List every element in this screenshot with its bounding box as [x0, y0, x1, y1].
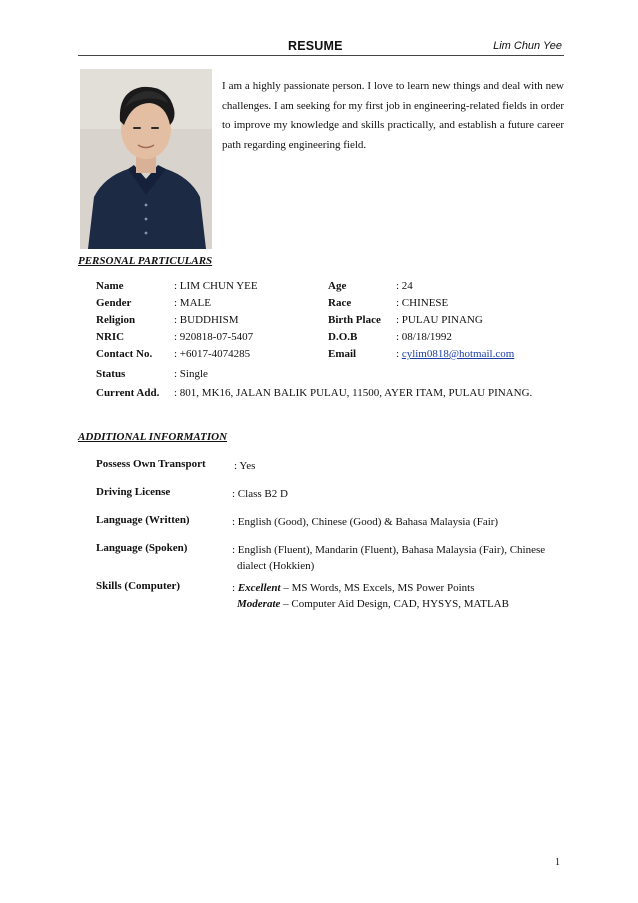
field-value: : CHINESE: [396, 297, 449, 309]
objective-statement: I am a highly passionate person. I love to learn new things and deal with new challenges. I am seeking for my first job in engineering-related fields in order to improve my knowledge and skills practically, and establish a future career path regarding engineering field.: [222, 80, 564, 151]
field-value: : 08/18/1992: [396, 331, 452, 343]
skill-level-label: Moderate: [237, 598, 281, 610]
field-label: Language (Written): [96, 514, 190, 526]
field-label: Age: [328, 280, 347, 292]
email-link[interactable]: cylim0818@hotmail.com: [401, 348, 515, 360]
field-label: Language (Spoken): [96, 542, 188, 554]
field-value: [232, 542, 545, 574]
field-label: Skills (Computer): [96, 580, 181, 592]
field-label: Status: [96, 368, 126, 380]
field-value: : PULAU PINANG: [396, 314, 483, 326]
page-number: 1: [555, 857, 560, 868]
field-label: Religion: [96, 314, 136, 326]
field-value: : 24: [396, 280, 413, 292]
field-value: : Class B2 D: [232, 488, 288, 500]
field-value: : BUDDHISM: [174, 314, 239, 326]
additional-information-heading: ADDITIONAL INFORMATION: [78, 431, 228, 443]
field-label: Race: [328, 297, 352, 309]
email-colon: :: [396, 348, 402, 360]
skills-colon: :: [232, 582, 238, 594]
field-value: : 801, MK16, JALAN BALIK PULAU, 11500, AYER ITAM, PULAU PINANG.: [174, 387, 533, 399]
field-label: NRIC: [96, 331, 125, 343]
field-value: : +6017-4074285: [174, 348, 251, 360]
field-value: [396, 348, 514, 360]
field-label: Email: [328, 348, 357, 360]
profile-photo: [80, 69, 212, 249]
skill-list: – Computer Aid Design, CAD, HYSYS, MATLAB: [280, 598, 509, 610]
header-name: Lim Chun Yee: [493, 40, 562, 52]
skill-level-label: Excellent: [237, 582, 281, 594]
field-value: [232, 580, 509, 612]
profile-photo-graphic: [80, 69, 212, 249]
field-value-line: : English (Fluent), Mandarin (Fluent), Bahasa Malaysia (Fair), Chinese: [232, 544, 546, 556]
field-label: Contact No.: [96, 348, 153, 360]
field-label: Driving License: [96, 486, 171, 498]
field-value: : Yes: [234, 460, 256, 472]
resume-title: RESUME: [288, 39, 343, 53]
field-value: : MALE: [174, 297, 211, 309]
field-label: Gender: [96, 297, 132, 309]
field-value: : English (Good), Chinese (Good) & Bahasa Malaysia (Fair): [232, 516, 499, 528]
field-label: D.O.B: [328, 331, 358, 343]
skill-list: – MS Words, MS Excels, MS Power Points: [280, 582, 475, 594]
personal-particulars-heading: PERSONAL PARTICULARS: [78, 255, 213, 267]
page-header: [78, 37, 564, 56]
field-label: Current Add.: [96, 387, 160, 399]
field-value: : 920818-07-5407: [174, 331, 254, 343]
field-label: Possess Own Transport: [96, 458, 206, 470]
field-label: Birth Place: [328, 314, 381, 326]
field-value: : LIM CHUN YEE: [174, 280, 258, 292]
field-value-line: dialect (Hokkien): [237, 560, 315, 572]
field-label: Name: [96, 280, 124, 292]
field-value: : Single: [174, 368, 208, 380]
